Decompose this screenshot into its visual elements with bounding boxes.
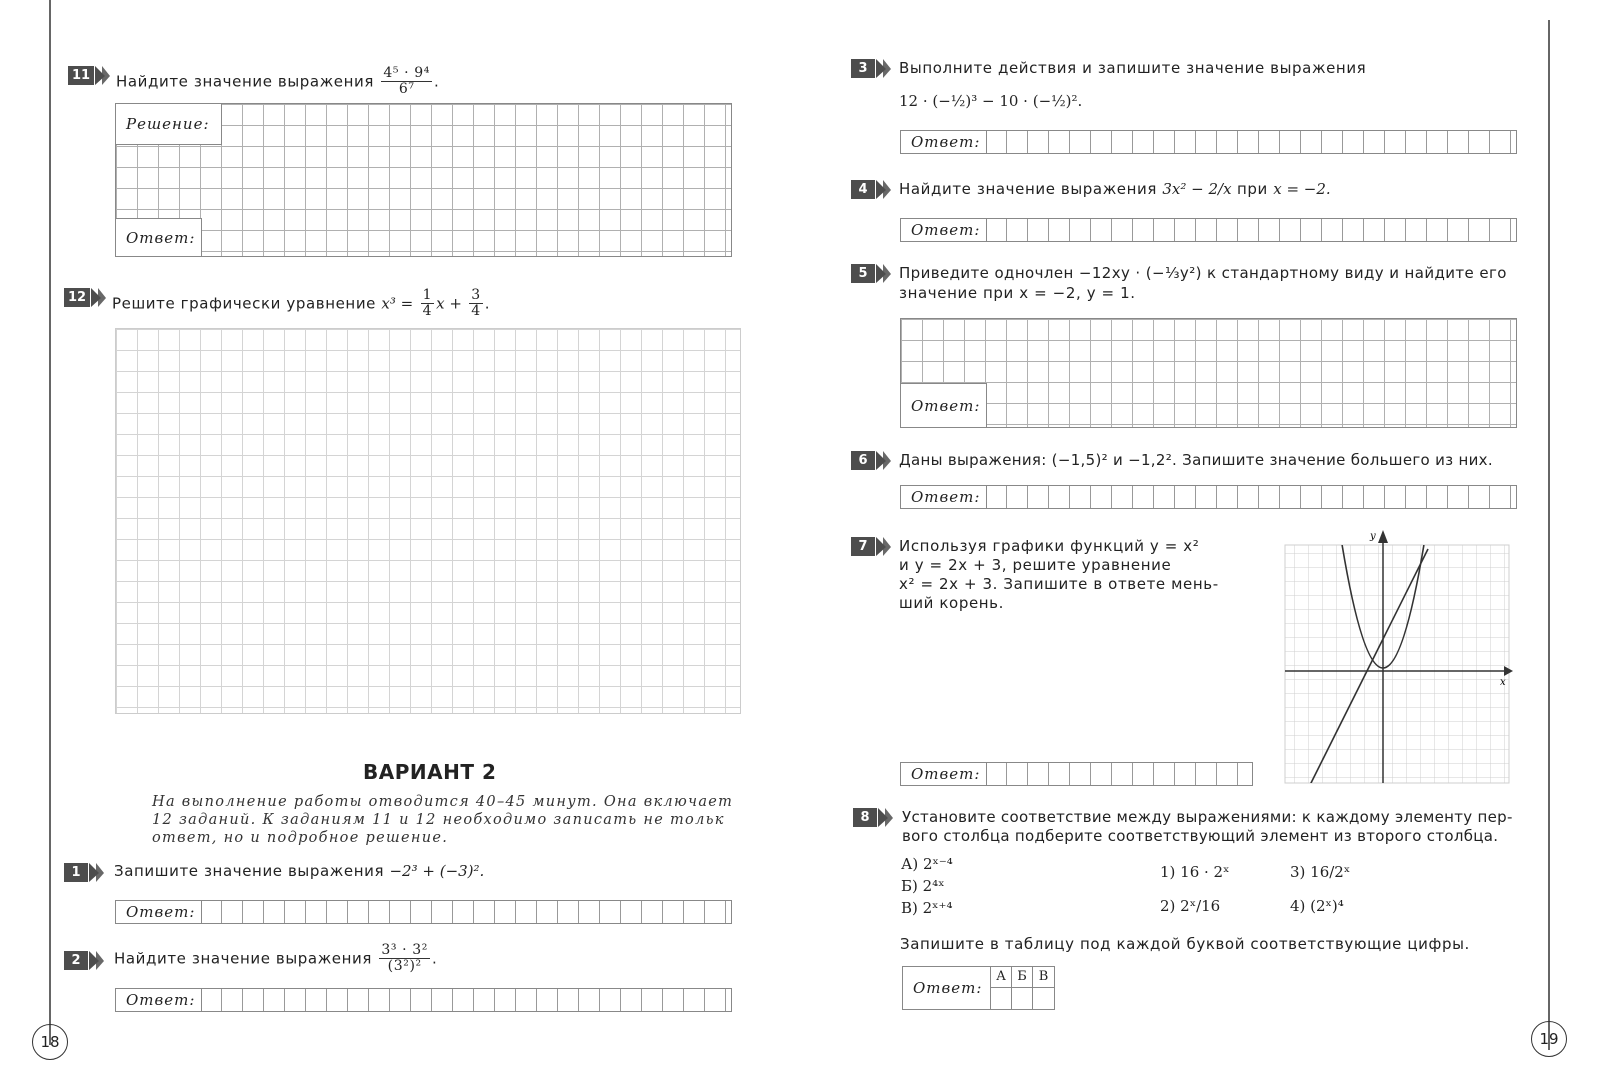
task-8-option-a: А) 2ˣ⁻⁴	[901, 855, 953, 873]
task-4-number: 4	[851, 180, 891, 199]
task-8-instruction: Запишите в таблицу под каждой буквой соответствующие цифры.	[900, 935, 1470, 953]
task-12-graph-grid[interactable]	[115, 328, 741, 714]
task-8-table-cells	[991, 967, 1054, 1009]
task-11-solution-grid[interactable]	[115, 103, 732, 257]
task-5-number: 5	[851, 264, 891, 283]
task-2-answer-row[interactable]	[115, 988, 732, 1012]
task-1-answer-row[interactable]	[115, 900, 732, 924]
graph-y-label: y	[1370, 531, 1376, 542]
task-7-answer-row[interactable]	[900, 762, 1253, 786]
task-5-answer-label: Ответ:	[901, 383, 987, 427]
task-3-expression: 12 · (−½)³ − 10 · (−½)².	[899, 92, 1083, 110]
right-page-edge	[1548, 20, 1550, 1050]
task-1-text: Запишите значение выражения −2³ + (−3)².	[114, 862, 485, 880]
task-8-option-4: 4) (2ˣ)⁴	[1290, 897, 1344, 915]
task-5-line-2: значение при x = −2, y = 1.	[899, 284, 1136, 302]
task-1-number: 1	[64, 863, 104, 882]
task-7-number: 7	[851, 537, 891, 556]
task-11-number: 11	[68, 66, 110, 85]
table-header-a: А	[991, 967, 1012, 988]
task-8-option-b: Б) 2⁴ˣ	[901, 877, 945, 895]
task-2-expression: $\frac{\text{3³ · 3²}}{\text{(3²)²}}$	[381, 942, 428, 975]
task-3-text: Выполните действия и запишите значение выражения	[899, 59, 1367, 77]
task-8-line-2: вого столбца подберите соответствующий элемент из второго столбца.	[902, 827, 1499, 845]
task-4-answer-row[interactable]	[900, 218, 1517, 242]
task-8-option-2: 2) 2ˣ/16	[1160, 897, 1221, 915]
task-1-answer-label: Ответ:	[116, 901, 202, 923]
variant-intro: На выполнение работы отводится 40–45 минут. Она включает 12 заданий. К заданиям 11 и 12 необходимо записать не тольк ответ, но и подробное решение.	[152, 794, 734, 846]
task-8-option-3: 3) 16/2ˣ	[1290, 863, 1351, 881]
solution-label: Решение:	[116, 104, 222, 145]
table-cell-a[interactable]	[991, 988, 1012, 1009]
table-header-v: В	[1033, 967, 1054, 988]
task-3-number: 3	[851, 59, 891, 78]
table-cell-b[interactable]	[1012, 988, 1033, 1009]
task-8-line-1: Установите соответствие между выражениями: к каждому элементу пер-	[902, 808, 1513, 826]
task-8-option-1: 1) 16 · 2ˣ	[1160, 863, 1230, 881]
task-5-solution-grid[interactable]	[900, 318, 1517, 428]
task-4-text: Найдите значение выражения 3x² − 2/x при x = −2.	[899, 180, 1331, 198]
task-2-text: Найдите значение выражения $\frac{\text{3³ · 3²}}{\text{(3²)²}}$ .	[114, 942, 438, 975]
task-7-graph	[1280, 525, 1515, 787]
task-12-text: Решите графически уравнение x³ = $\frac{1}{4}$ x + $\frac{3}{4}$ .	[112, 287, 491, 320]
task-2-answer-label: Ответ:	[116, 989, 202, 1011]
task-6-text: Даны выражения: (−1,5)² и −1,2². Запишите значение большего из них.	[899, 451, 1493, 469]
task-11-answer-label: Ответ:	[116, 218, 202, 256]
task-3-answer-label: Ответ:	[901, 131, 987, 153]
task-6-answer-row[interactable]	[900, 485, 1517, 509]
graph-x-label: x	[1500, 677, 1506, 688]
graph-y-arrow	[1378, 530, 1388, 543]
task-8-answer-label: Ответ:	[903, 967, 991, 1009]
graph-grid	[1285, 545, 1509, 783]
page-number-left: 18	[32, 1024, 68, 1060]
task-6-answer-label: Ответ:	[901, 486, 987, 508]
task-7-text: Используя графики функций y = x² и y = 2x + 3, решите уравнение x² = 2x + 3. Запишите в ответе мень- ший корень.	[899, 537, 1219, 612]
task-11-expression: $\frac{\text{4⁵ · 9⁴}}{\text{6⁷}}$	[383, 65, 430, 98]
variant-title: ВАРИАНТ 2	[363, 760, 497, 784]
task-6-number: 6	[851, 451, 891, 470]
task-7-answer-label: Ответ:	[901, 763, 987, 785]
left-page-edge	[49, 0, 51, 1045]
task-11-text: Найдите значение выражения $\frac{\text{4⁵ · 9⁴}}{\text{6⁷}}$ .	[116, 65, 440, 98]
page-number-right: 19	[1531, 1021, 1567, 1057]
task-8-answer-table[interactable]	[902, 966, 1055, 1010]
table-header-b: Б	[1012, 967, 1033, 988]
task-12-number: 12	[64, 288, 106, 307]
task-4-answer-label: Ответ:	[901, 219, 987, 241]
task-5-line-1: Приведите одночлен −12xy · (−⅓y²) к стандартному виду и найдите его	[899, 264, 1507, 282]
task-8-option-v: В) 2ˣ⁺⁴	[901, 899, 953, 917]
task-3-answer-row[interactable]	[900, 130, 1517, 154]
table-cell-v[interactable]	[1033, 988, 1054, 1009]
task-2-number: 2	[64, 951, 104, 970]
task-8-number: 8	[853, 808, 893, 827]
